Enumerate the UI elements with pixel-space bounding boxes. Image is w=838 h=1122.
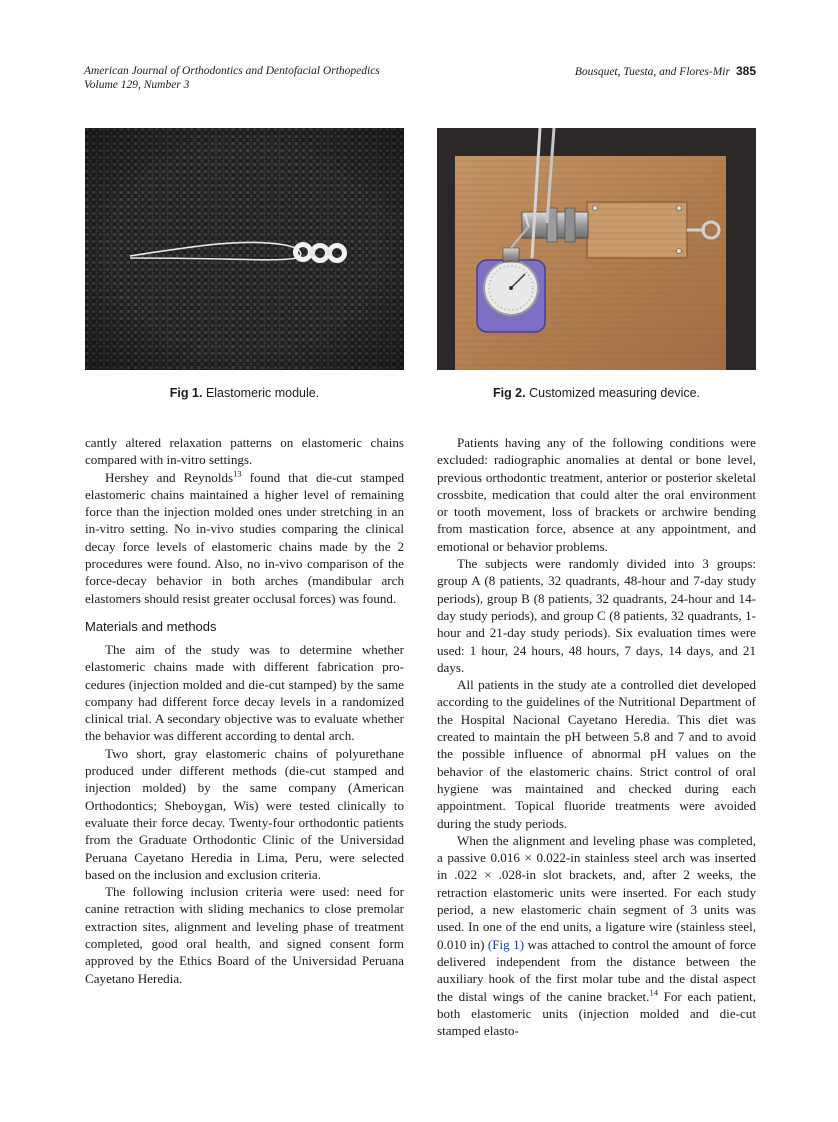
text-run: was attached to control the amount of force delivered independent from the distance between the auxiliary hook of the first molar tube and the distal aspect the distal wings of the canine bracket.: [437, 936, 756, 1004]
paragraph: Patients having any of the following conditions were excluded: radiographic anomalies at dental or bone level, previous orthodontic treatment, anterior or posterior skeletal crossbite, medication that could alter the oral environment or tooth movement, loss of brackets or archwire bending from mastication force, absence at any appointment, and emotional or behavior problems.: [437, 435, 756, 554]
paragraph: [85, 469, 404, 607]
right-column: [437, 434, 756, 1039]
figure-1-label: Fig 1.: [169, 386, 203, 400]
page-number: 385: [735, 64, 756, 78]
reference-superscript: 14: [649, 987, 658, 998]
text-run: For each patient, both elastomeric units (injection molded and die-cut stamped elasto-: [437, 988, 756, 1039]
section-heading: Materials and methods: [85, 618, 217, 634]
reference-superscript: 13: [233, 468, 242, 479]
figure-1-caption: [85, 386, 404, 400]
paragraph: cantly altered relaxation patterns on elastomeric chains compared with in-vitro settings.: [85, 435, 404, 468]
paragraph: All patients in the study ate a controlled diet developed according to the guidelines of the Nutritional Department of the Hospital Nacional Cayetano Heredia. This diet was created to maintain the pH between 5.8 and 7 and to avoid the possible influence of abnormal pH values on the behavior of the elastomeric chains. Strict control of oral hygiene was maintained and checked during each appointment. Topical fluoride treatments were avoided during the study periods.: [437, 677, 756, 831]
paragraph: [437, 832, 756, 1040]
header-authors: Bousquet, Tuesta, and Flores-Mir: [574, 66, 730, 78]
paragraph: Two short, gray elastomeric chains of polyurethane produced under different methods (die-cut stamped and injection molded) by the same company (American Orthodontics; Sheboygan, Wis) were tested clinically to evaluate their force decay. Twenty-four orthodontic patients from the Graduate Orthodontic Clinic of the Universidad Peruana Cayetano Heredia in Lima, Peru, were selected based on the inclusion and exclusion criteria.: [85, 745, 404, 882]
figure-2-caption-text: Customized measuring device.: [529, 386, 701, 400]
paragraph: The aim of the study was to determine whether elastomeric chains made with different fabrication procedures (injection molded and die-cut stamped) by the same company had different force decay levels in a randomized clinical trial. A secondary objective was to evaluate whether the behavior was different according to dental arch.: [85, 641, 404, 744]
header-right: [575, 64, 756, 79]
figure-2-image: [437, 128, 756, 370]
measuring-device-photo: [437, 128, 756, 370]
journal-citation: [84, 64, 380, 92]
text-run: When the alignment and leveling phase was completed, a passive 0.016 × 0.022-in stainless steel arch was inserted in .022 × .028-in slot brackets, and, after 2 weeks, the retraction elastomeric units were inserted. For each study period, a new elastomeric chain segment of 3 units was used. In one of the end units, a ligature wire (stainless steel, 0.010 in): [437, 832, 756, 952]
text-run: Hershey and Reynolds: [105, 469, 234, 485]
figure-1-caption-text: Elastomeric module.: [205, 386, 320, 400]
paragraph: The subjects were randomly divided into 3 groups: group A (8 patients, 32 quadrants, 48-hour and 7-day study periods), group B (8 patients, 32 quadrants, 24-hour and 14-day study periods), and group C (8 patients, 32 quadrants, 1-hour and 21-day study periods). Six evaluation times were used: 1 hour, 24 hours, 48 hours, 7 days, 14 days, and 21 days.: [437, 556, 756, 675]
figure-1-link[interactable]: (Fig 1): [487, 936, 525, 952]
elastomeric-module-photo: [85, 128, 404, 370]
text-run: found that die-cut stamped elastomeric chains maintained a higher level of remaining force than the injection molded ones under stretching in an in-vitro setting. No in-vivo studies comparing the clinical decay force levels of elastomeric chains made by the 2 procedures were found. Also, no in-vivo comparison of the force-decay behavior in both arches (mandibular arch elastomers should resist greater occlusal forces) was found.: [85, 469, 404, 606]
figure-1-image: [85, 128, 404, 370]
paragraph: The following inclusion criteria were used: need for canine retraction with sliding mechanics to close premolar extraction sites, alignment and leveling phase of treatment completed, good oral health, and signed consent form approved by the Ethics Board of the Universidad Peruana Cayetano Heredia.: [85, 884, 404, 986]
figure-2-label: Fig 2.: [492, 386, 526, 400]
journal-title: American Journal of Orthodontics and Dentofacial Orthopedics: [84, 65, 380, 77]
journal-volume: Volume 129, Number 3: [84, 79, 190, 91]
left-column: [85, 434, 404, 987]
figure-2-caption: [437, 386, 756, 400]
